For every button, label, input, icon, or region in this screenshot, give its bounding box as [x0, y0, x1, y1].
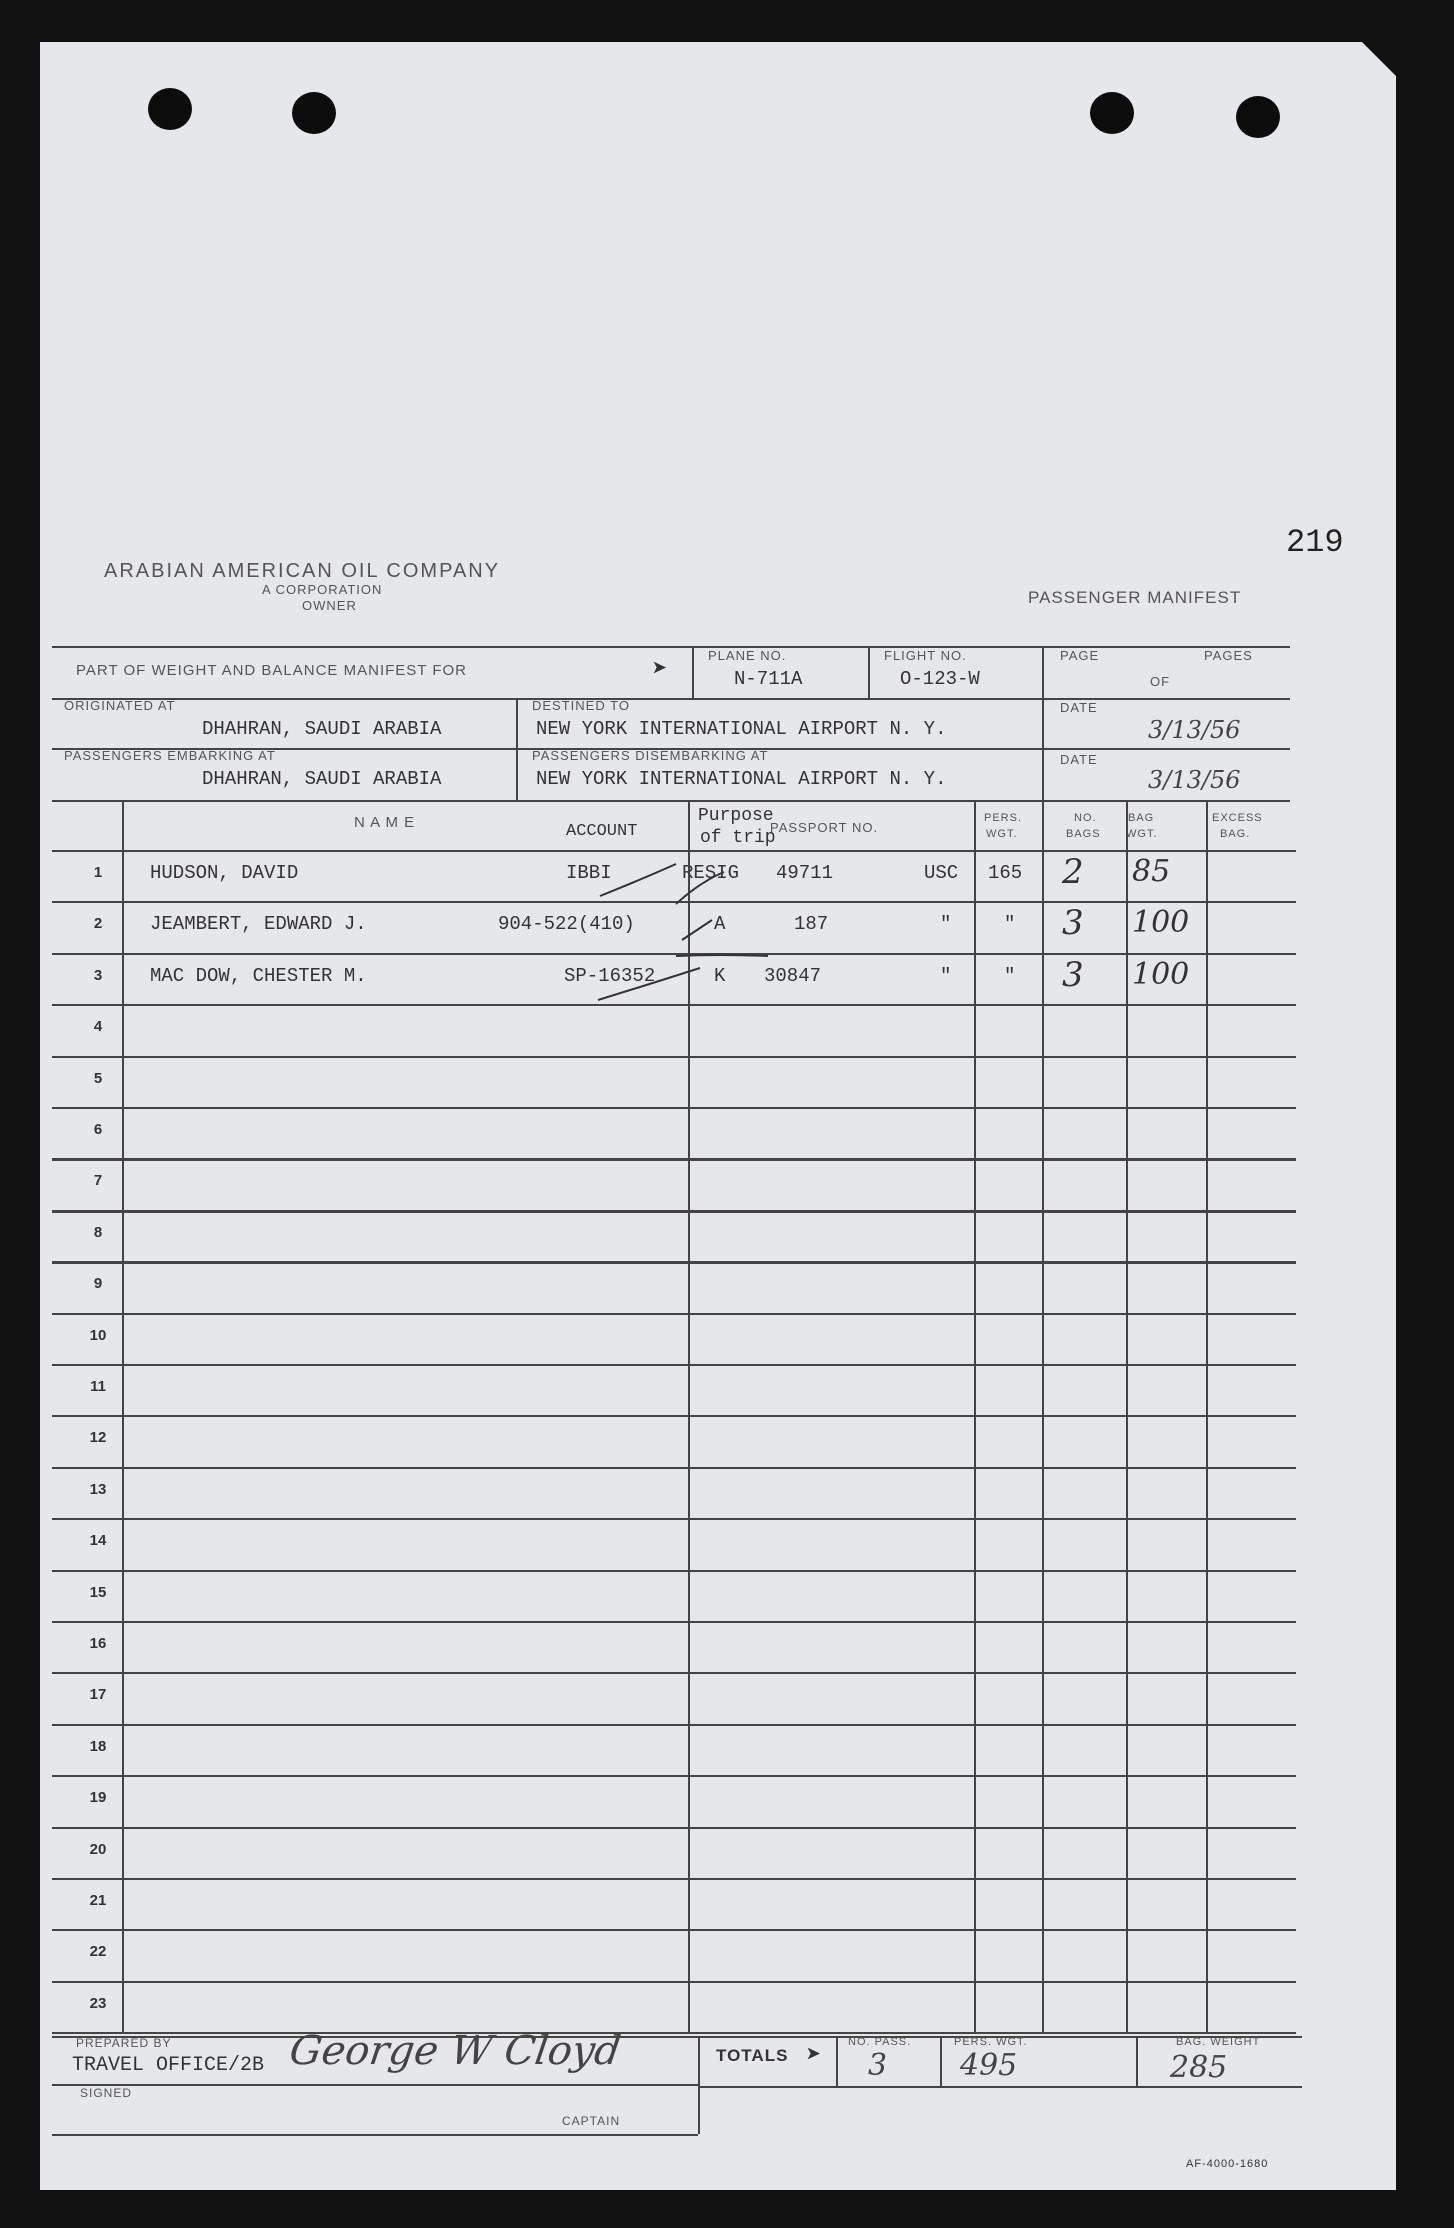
passenger-name: MAC DOW, CHESTER M. — [150, 964, 367, 987]
flight-no: O-123-W — [900, 668, 980, 690]
row-number: 13 — [89, 1480, 107, 1498]
bag-count: 3 — [1062, 954, 1084, 995]
row-number: 20 — [89, 1840, 107, 1858]
passport-number: 49711 — [776, 862, 834, 884]
date-label: DATE — [1060, 700, 1098, 715]
col-pers-wgt-header-2: WGT. — [986, 828, 1018, 840]
row-number: 3 — [93, 966, 103, 984]
footer-rule — [52, 2084, 698, 2086]
passenger-name: HUDSON, DAVID — [150, 862, 299, 884]
trip-purpose: K — [714, 964, 726, 987]
pages-label: PAGES — [1204, 648, 1253, 663]
row-number: 10 — [89, 1326, 107, 1344]
row-number: 5 — [93, 1069, 103, 1087]
row-number: 9 — [93, 1275, 103, 1293]
row-number: 14 — [89, 1532, 107, 1550]
col-bag-wgt-header-2: WGT. — [1126, 828, 1158, 840]
row-number: 4 — [93, 1018, 103, 1036]
signature: George W Cloyd — [286, 2028, 624, 2074]
page-label: PAGE — [1060, 648, 1100, 663]
captain-label: CAPTAIN — [562, 2114, 621, 2128]
arrow-icon: ➤ — [806, 2041, 822, 2071]
row-number: 11 — [90, 1378, 106, 1395]
date-value: 3/13/56 — [1148, 716, 1241, 744]
nationality: " — [940, 964, 952, 987]
footer-divider — [1136, 2036, 1138, 2086]
row-number: 12 — [89, 1429, 107, 1447]
footer-rule — [698, 2086, 1302, 2088]
embarking-value: DHAHRAN, SAUDI ARABIA — [202, 768, 442, 790]
company-line-3: OWNER — [302, 598, 357, 613]
footer-divider — [698, 2036, 700, 2134]
bag-weight: 100 — [1132, 905, 1190, 941]
row-number: 17 — [89, 1686, 107, 1704]
originated-value: DHAHRAN, SAUDI ARABIA — [202, 718, 442, 740]
passport-number: 30847 — [764, 964, 822, 987]
form-title: PASSENGER MANIFEST — [1028, 588, 1242, 607]
of-label: OF — [1150, 674, 1171, 689]
account-code: 904-522(410) — [498, 913, 635, 936]
date-value-2: 3/13/56 — [1148, 766, 1241, 794]
signed-label: SIGNED — [80, 2086, 133, 2100]
row-number: 23 — [89, 1994, 107, 2012]
row-number: 22 — [89, 1943, 107, 1961]
prepared-by-label: PREPARED BY — [76, 2036, 172, 2050]
flight-no-label: FLIGHT NO. — [884, 648, 967, 663]
pers-wgt-total-value: 495 — [960, 2048, 1018, 2083]
col-bag-wgt-header: BAG — [1128, 812, 1155, 824]
row-number: 21 — [89, 1892, 107, 1909]
col-purpose-header: Purpose — [698, 806, 774, 826]
row-number: 6 — [93, 1121, 103, 1138]
disembarking-label: PASSENGERS DISEMBARKING AT — [532, 748, 769, 763]
col-passport-header: PASSPORT NO. — [770, 820, 879, 835]
pers-weight: 165 — [988, 862, 1023, 884]
destined-label: DESTINED TO — [532, 698, 630, 713]
trip-purpose: A — [714, 913, 726, 936]
passenger-name: JEAMBERT, EDWARD J. — [150, 913, 367, 936]
footer-rule — [52, 2036, 1302, 2038]
row-number: 2 — [93, 915, 103, 933]
no-pass-value: 3 — [868, 2048, 888, 2083]
row-number: 16 — [89, 1635, 107, 1652]
company-name: ARABIAN AMERICAN OIL COMPANY — [104, 560, 501, 582]
col-bags-header-2: BAGS — [1066, 828, 1101, 840]
prepared-by-value: TRAVEL OFFICE/2B — [72, 2054, 265, 2077]
plane-no: N-711A — [734, 668, 803, 690]
col-bags-header: NO. — [1074, 812, 1097, 824]
nationality: USC — [924, 862, 959, 884]
footer-rule — [52, 2134, 698, 2136]
date-label-2: DATE — [1060, 752, 1098, 767]
bag-weight: 100 — [1132, 956, 1190, 992]
row-number: 15 — [89, 1583, 107, 1601]
account-code: SP-16352 — [564, 964, 656, 987]
embarking-label: PASSENGERS EMBARKING AT — [64, 748, 276, 763]
pers-weight: " — [1004, 913, 1016, 936]
nationality: " — [940, 913, 952, 936]
totals-label: TOTALS — [716, 2046, 789, 2065]
company-line-2: A CORPORATION — [262, 582, 383, 597]
no-pass-label: NO. PASS. — [848, 2036, 912, 2048]
pers-weight: " — [1004, 964, 1016, 987]
row-number: 7 — [93, 1172, 103, 1190]
col-excess-header: EXCESS — [1212, 812, 1263, 824]
bag-weight-label: BAG. WEIGHT — [1176, 2036, 1261, 2048]
col-excess-header-2: BAG. — [1220, 828, 1251, 840]
trip-purpose: RESIG — [682, 862, 740, 884]
footer-divider — [940, 2036, 942, 2086]
col-pers-wgt-header: PERS. — [984, 812, 1023, 824]
row-number: 19 — [89, 1789, 107, 1807]
footer-divider — [836, 2036, 838, 2086]
bag-weight: 85 — [1132, 854, 1171, 889]
form-code: AF-4000-1680 — [1186, 2158, 1269, 2170]
passport-number: 187 — [794, 913, 829, 936]
account-code: IBBI — [566, 862, 612, 884]
col-purpose-header-2: of trip — [700, 828, 776, 848]
row-number: 1 — [93, 864, 103, 881]
pers-wgt-total-label: PERS. WGT. — [954, 2036, 1028, 2048]
originated-label: ORIGINATED AT — [64, 698, 176, 713]
destined-value: NEW YORK INTERNATIONAL AIRPORT N. Y. — [536, 718, 947, 740]
bag-weight-value: 285 — [1170, 2050, 1228, 2085]
part-of-label: PART OF WEIGHT AND BALANCE MANIFEST FOR — [76, 662, 468, 679]
bag-count: 2 — [1062, 852, 1084, 892]
bag-count: 3 — [1062, 903, 1084, 944]
row-number: 18 — [89, 1737, 107, 1755]
col-name-header: N A M E — [354, 814, 416, 831]
sheet-number: 219 — [1286, 524, 1344, 561]
arrow-icon: ➤ — [652, 655, 668, 685]
col-account-header: ACCOUNT — [566, 822, 638, 841]
disembarking-value: NEW YORK INTERNATIONAL AIRPORT N. Y. — [536, 768, 947, 790]
plane-no-label: PLANE NO. — [708, 648, 787, 663]
row-number: 8 — [93, 1223, 103, 1241]
